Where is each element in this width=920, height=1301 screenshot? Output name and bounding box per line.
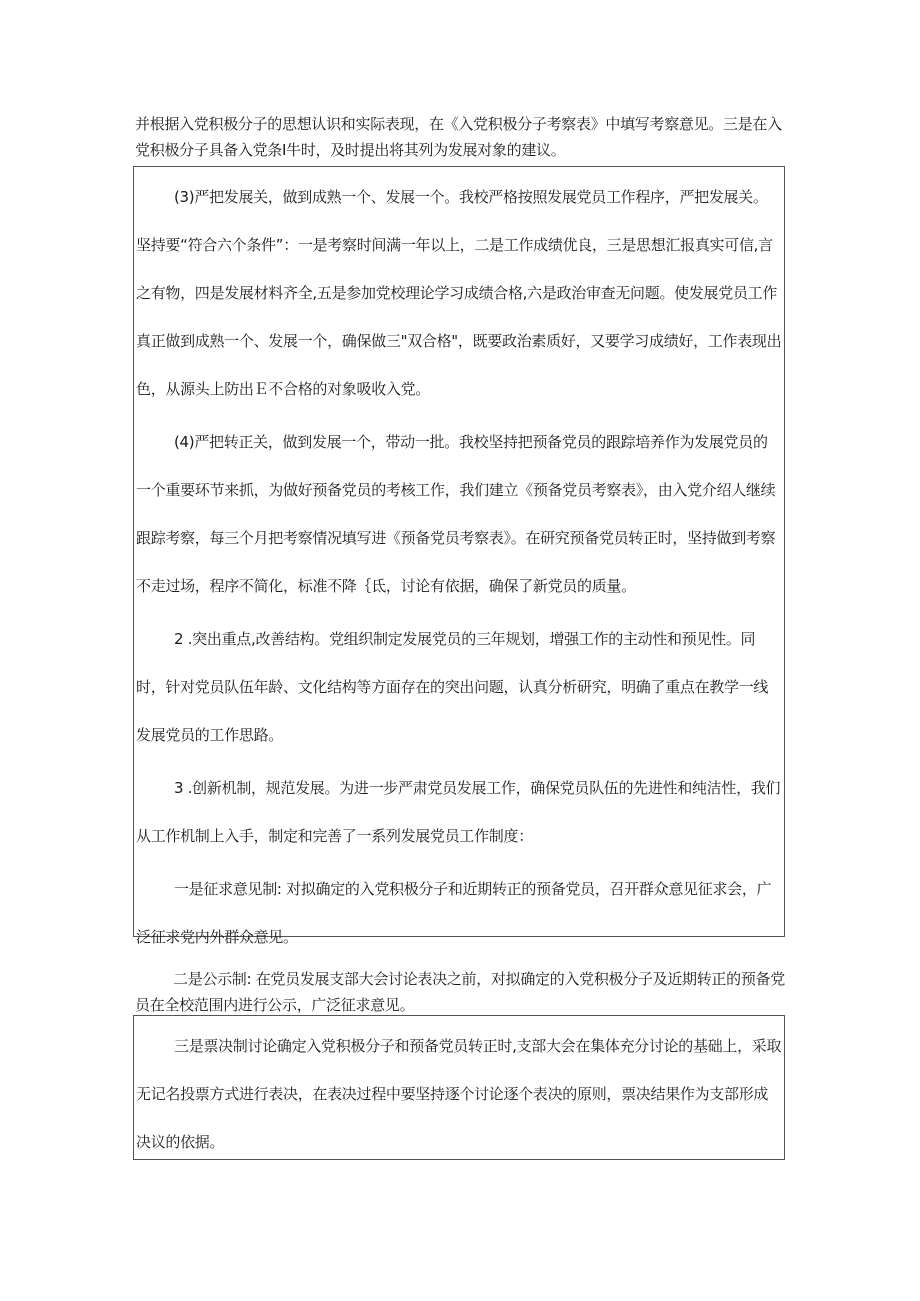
publicity-paragraph: 二是公示制: 在党员发展支部大会讨论表决之前，对拟确定的入党积极分子及近期转正的预备党员在全校范围内进行公示，广泛征求意见。	[135, 970, 785, 1014]
paragraph-strict-development: (3)严把发展关，做到成熟一个、发展一个。我校严格按照发展党员工作程序，严把发展关。坚持要“符合六个条件”：一是考察时间满一年以上，二是工作成绩优良，三是思想汇报真实可信,言之有物，四是发展材料齐全,五是参加党校理论学习成绩合格,六是政治审查无问题。使发展党员工作真正做到成熟一个、发展一个，确保做三"双合格"，既要政治素质好，又要学习成绩好，工作表现出色，从源头上防出Ｅ不合格的对象吸收入党。	[136, 188, 782, 398]
intro-paragraph: 并根据入党积极分子的思想认识和实际表现，在《入党积极分子考察表》中填写考察意见。三是在入党积极分子具备入党条Ⅰ牛时，及时提出将其列为发展对象的建议。	[135, 115, 782, 159]
bordered-text-box-1	[133, 166, 785, 946]
paragraph-strict-confirmation: (4)严把转正关，做到发展一个，带动一批。我校坚持把预备党员的跟踪培养作为发展党员的一个重要环节来抓，为做好预备党员的考核工作，我们建立《预备党员考察表》，由入党介绍人继续跟踪考察，每三个月把考察情况填写进《预备党员考察表》。在研究预备党员转正时，坚持做到考察不走过场，程序不简化，标准不降｛氐，讨论有依据，确保了新党员的质量。	[136, 433, 776, 595]
paragraph-highlight-focus: 2 .突出重点,改善结构。党组织制定发展党员的三年规划，增强工作的主动性和预见性。同时，针对党员队伍年龄、文化结构等方面存在的突出问题，认真分析研究，明确了重点在教学一线发展党员的工作思路。	[136, 630, 769, 744]
bordered-text-box-2	[133, 1015, 785, 1160]
paragraph-innovate-mechanism: 3 .创新机制，规范发展。为进一步严肃党员发展工作，确保党员队伍的先进性和纯洁性，我们从工作机制上入手，制定和完善了一系列发展党员工作制度：	[136, 779, 781, 845]
paragraph-opinion-system: 一是征求意见制: 对拟确定的入党积极分子和近期转正的预备党员，召开群众意见征求会，广泛征求党内外群众意见。	[136, 880, 772, 946]
paragraph-voting-system: 三是票决制讨论确定入党积极分子和预备党员转正时,支部大会在集体充分讨论的基础上，采取无记名投票方式进行表决，在表决过程中要坚持逐个讨论逐个表决的原则，票决结果作为支部形成决议的依据。	[136, 1037, 782, 1151]
